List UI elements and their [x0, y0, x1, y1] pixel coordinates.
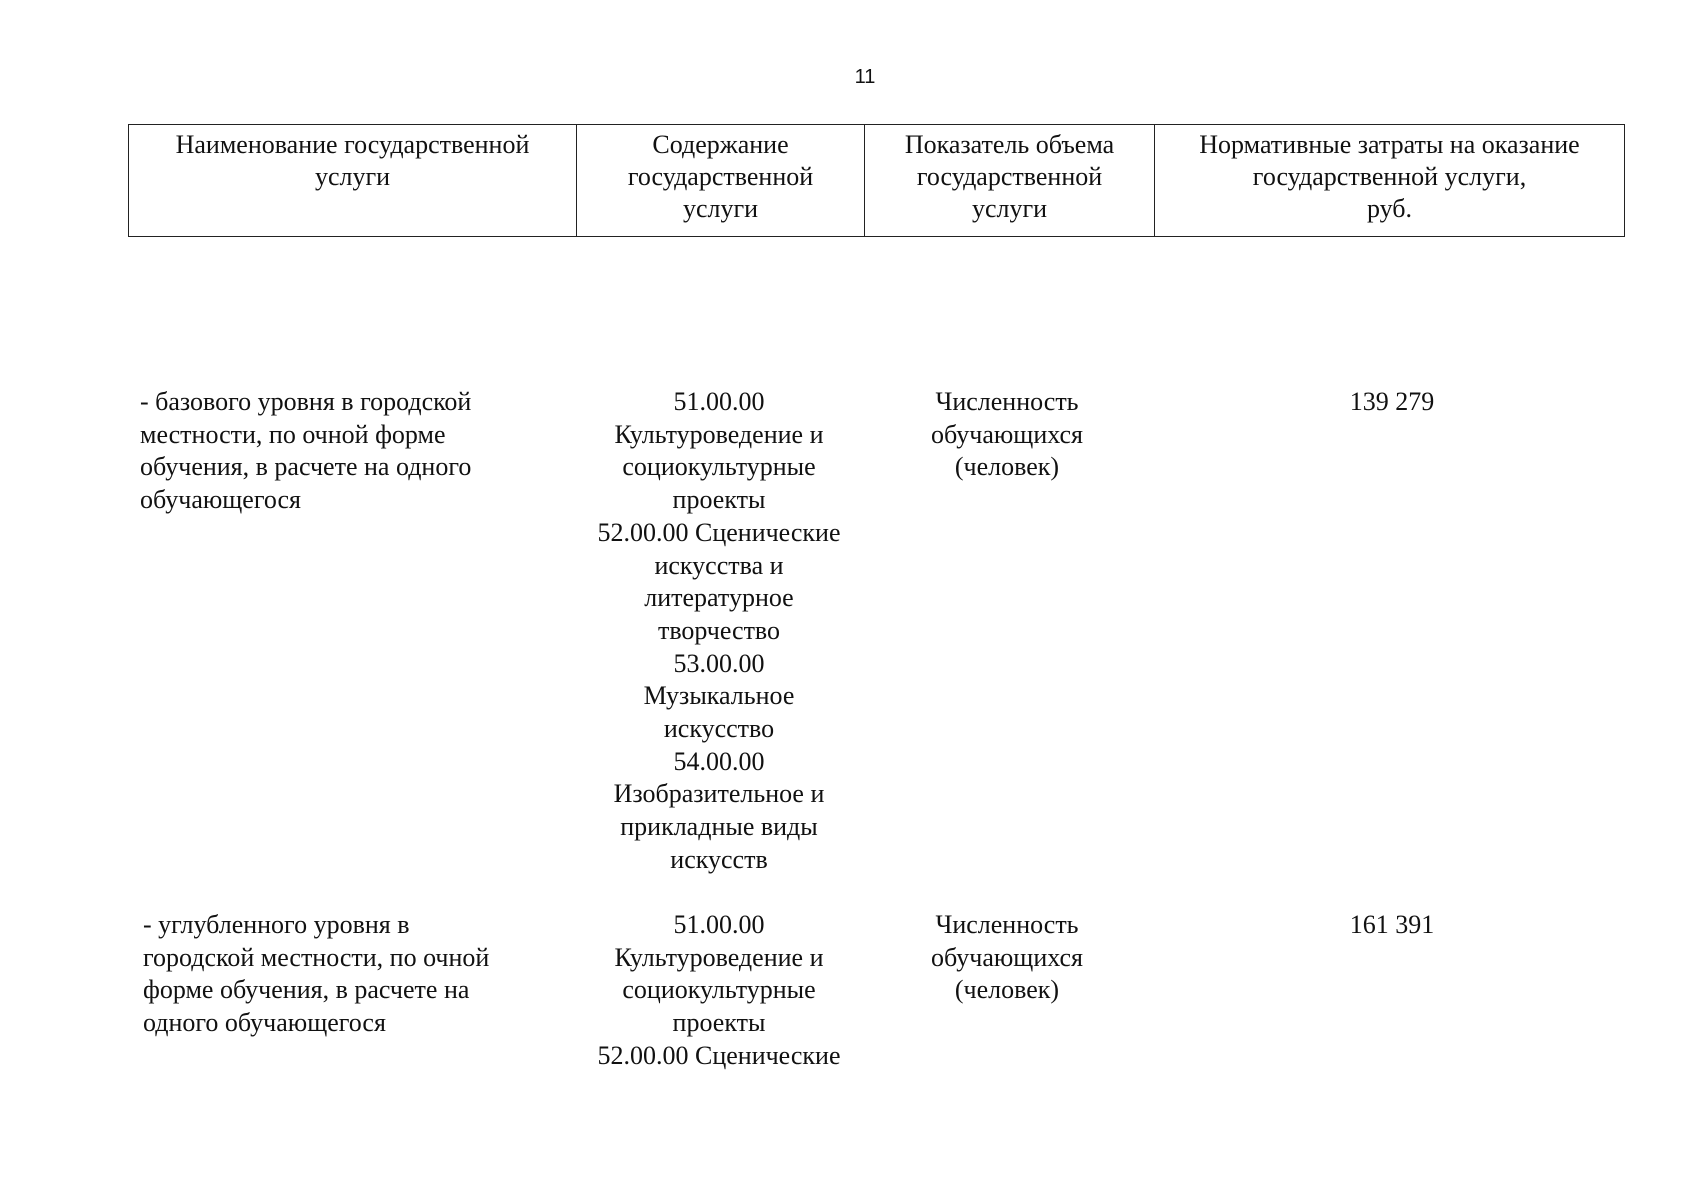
header-cell-service-name: [129, 125, 577, 237]
normative-cost: 161 391: [1349, 910, 1435, 939]
service-content: 51.00.00 Культуроведение и социокультурные проекты 52.00.00 Сценические: [597, 910, 841, 1070]
page-number: 11: [854, 66, 876, 88]
normative-cost: 139 279: [1349, 387, 1435, 416]
header-service-content: Содержание государственной услуги: [627, 130, 814, 223]
header-cell-normative-cost: [1155, 125, 1625, 237]
volume-indicator: Численность обучающихся (человек): [931, 387, 1083, 482]
header-row: [129, 125, 1625, 237]
header-cell-service-content: [577, 125, 865, 237]
service-content: 51.00.00 Культуроведение и социокультурные проекты 52.00.00 Сценические искусства и литературное творчество 53.00.00 Музыкальное искусство 54.00.00 Изобразительное и прикладные виды искусств: [597, 387, 841, 874]
service-name: - базового уровня в городской местности, по очной форме обучения, в расчете на одного обучающегося: [140, 387, 472, 515]
header-normative-cost: Нормативные затраты на оказание государственной услуги, руб.: [1199, 130, 1580, 223]
volume-indicator: Численность обучающихся (человек): [931, 910, 1083, 1005]
service-name: - углубленного уровня в городской местности, по очной форме обучения, в расчете на одного обучающегося: [143, 910, 490, 1038]
header-table: [128, 124, 1625, 237]
header-volume-indicator: Показатель объема государственной услуги: [904, 130, 1115, 223]
header-cell-volume-indicator: [865, 125, 1155, 237]
header-service-name: Наименование государственной услуги: [175, 130, 530, 191]
